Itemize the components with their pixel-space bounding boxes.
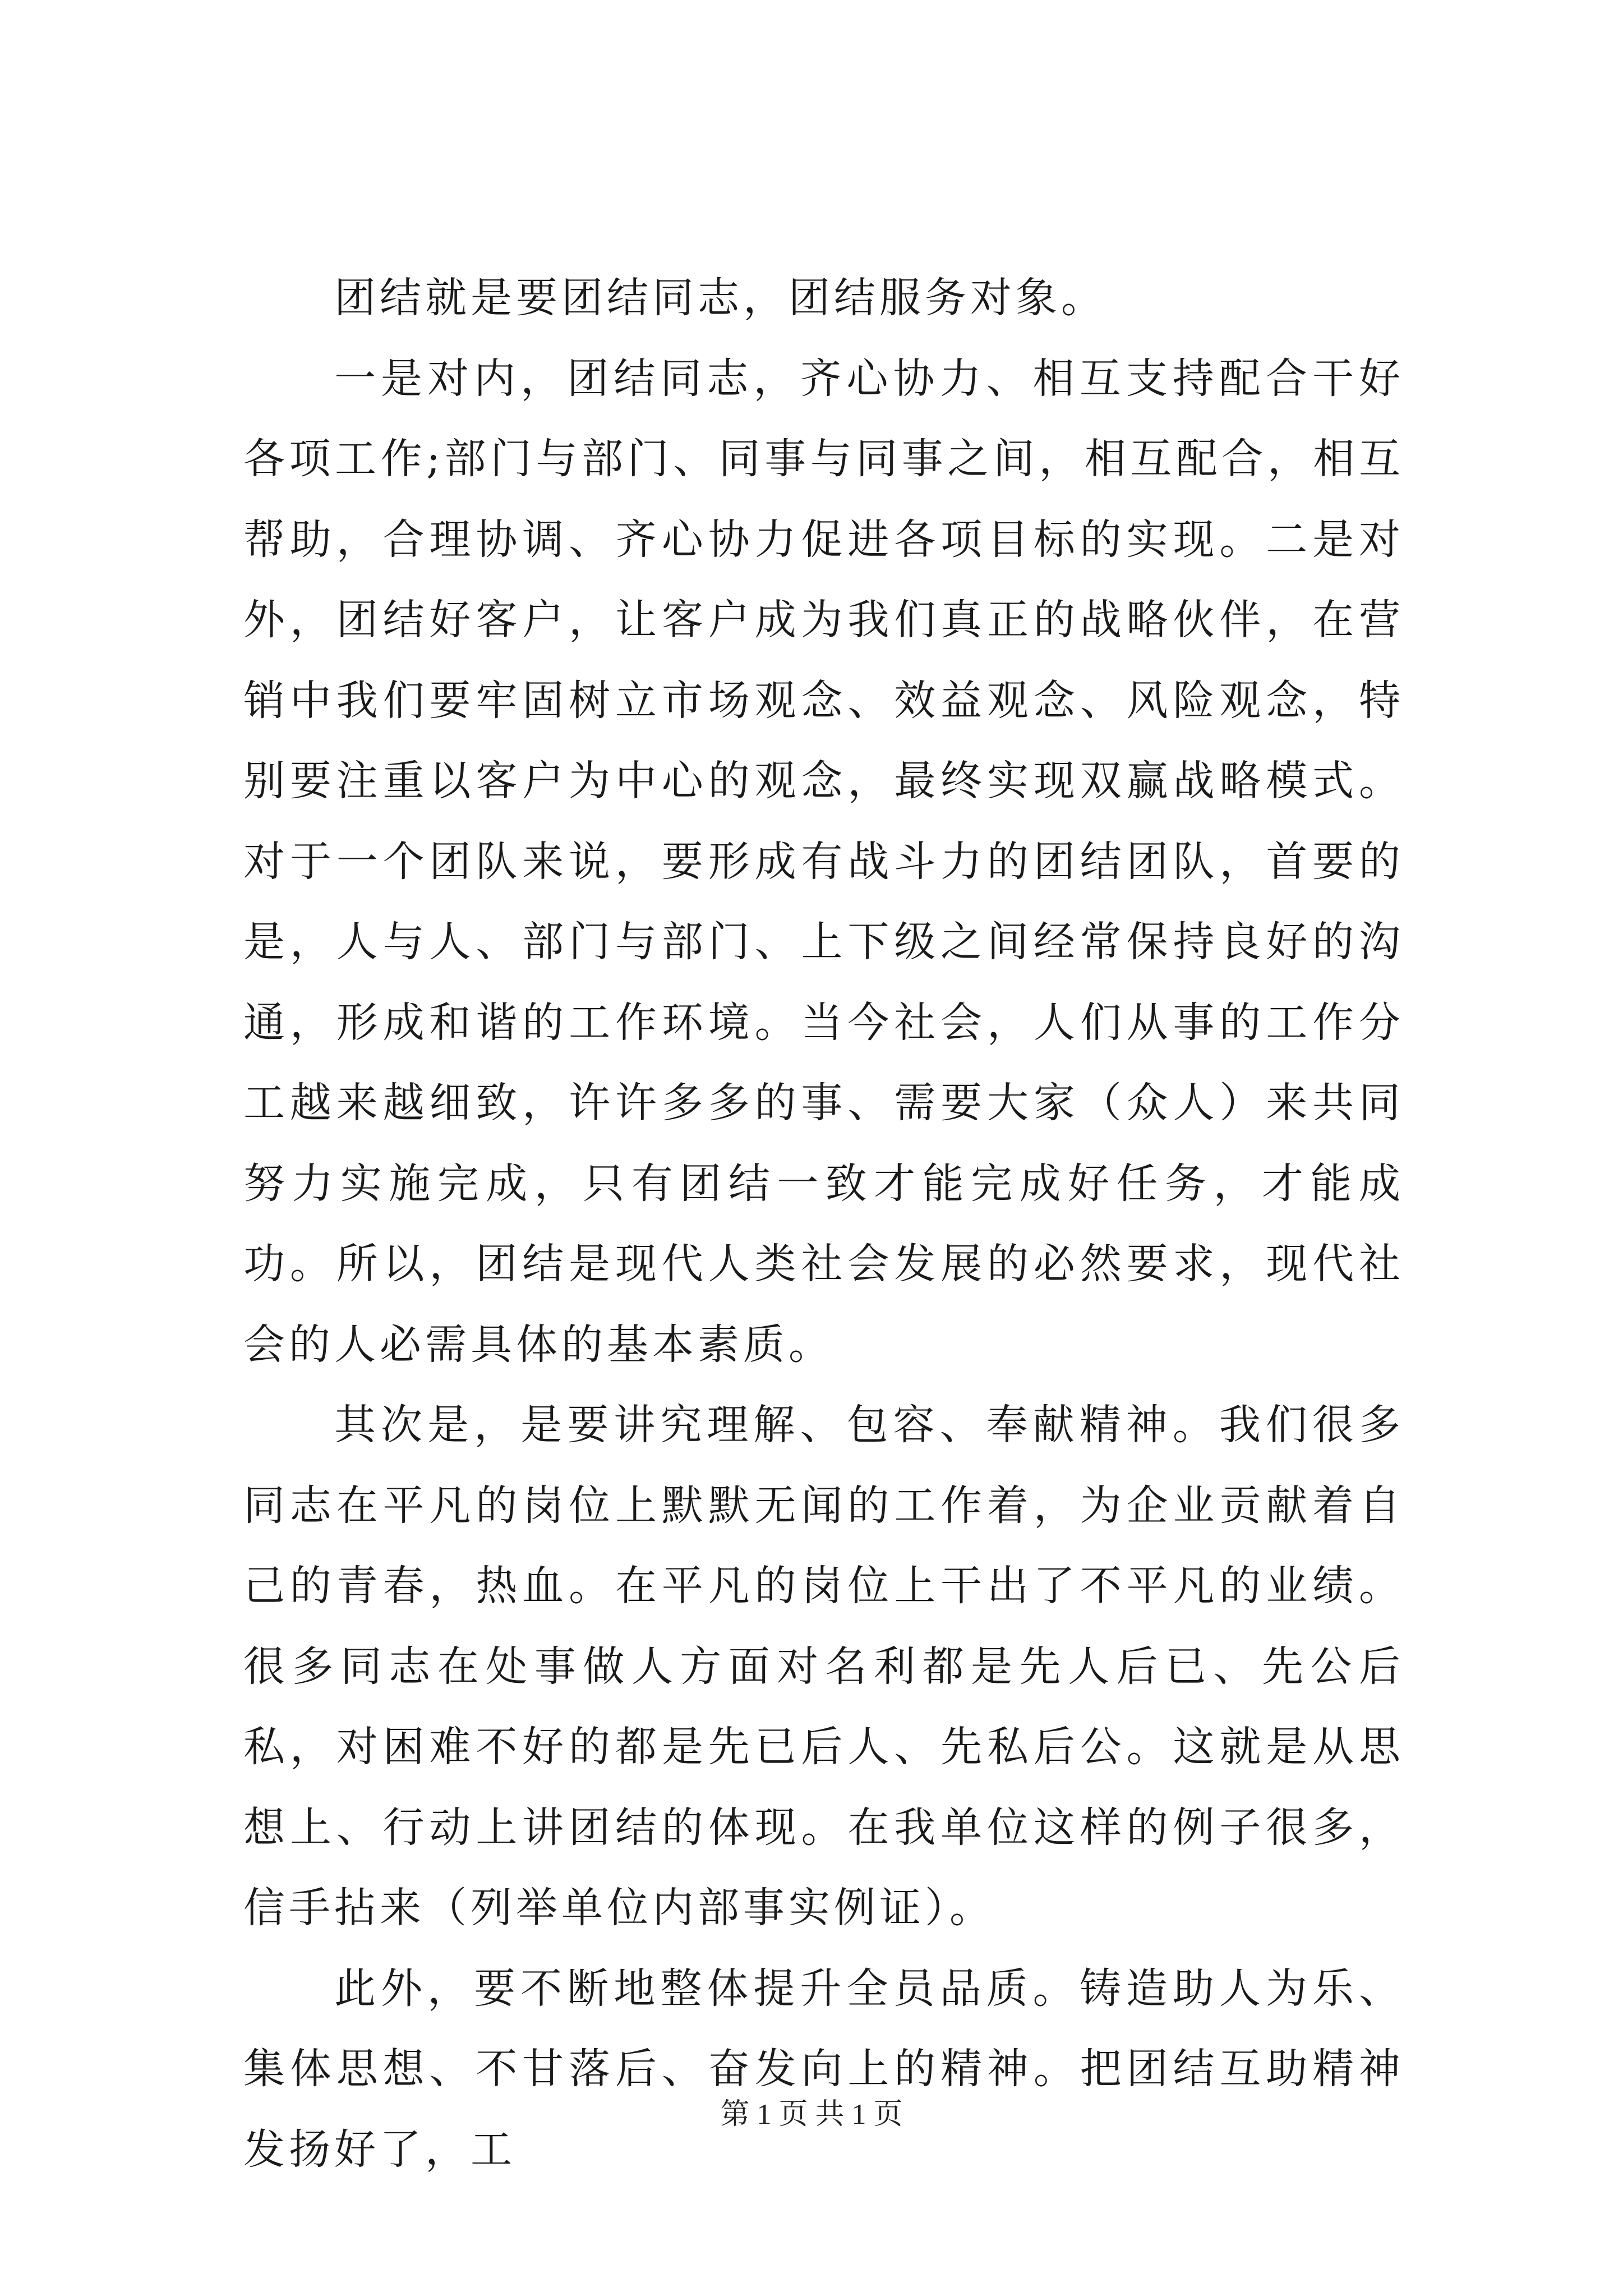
- document-body: [243, 258, 1404, 2190]
- paragraph-unity-intro: 团结就是要团结同志，团结服务对象。: [334, 274, 1106, 322]
- paragraph-quality-improvement: 此外，要不断地整体提升全员品质。铸造助人为乐、集体思想、不甘落后、奋发向上的精神。把团结互助精神发扬好了，工: [243, 1964, 1404, 2174]
- page-footer: 第 1 页 共 1 页: [720, 2099, 903, 2131]
- paragraph-internal-external: 一是对内，团结同志，齐心协力、相互支持配合干好各项工作;部门与部门、同事与同事之间，相互配合，相互帮助，合理协调、齐心协力促进各项目标的实现。二是对外，团结好客户，让客户成为我们真正的战略伙伴，在营销中我们要牢固树立市场观念、效益观念、风险观念，特别要注重以客户为中心的观念，最终实现双赢战略模式。对于一个团队来说，要形成有战斗力的团结团队，首要的是，人与人、部门与部门、上下级之间经常保持良好的沟通，形成和谐的工作环境。当今社会，人们从事的工作分工越来越细致，许许多多的事、需要大家（众人）来共同努力实施完成，只有团结一致才能完成好任务，才能成功。所以，团结是现代人类社会发展的必然要求，现代社会的人必需具体的基本素质。: [243, 354, 1404, 1369]
- paragraph-understanding-dedication: 其次是，是要讲究理解、包容、奉献精神。我们很多同志在平凡的岗位上默默无闻的工作着，为企业贡献着自己的青春，热血。在平凡的岗位上干出了不平凡的业绩。很多同志在处事做人方面对名利都是先人后已、先公后私，对困难不好的都是先已后人、先私后公。这就是从思想上、行动上讲团结的体现。在我单位这样的例子很多，信手拈来（列举单位内部事实例证）。: [243, 1401, 1404, 1932]
